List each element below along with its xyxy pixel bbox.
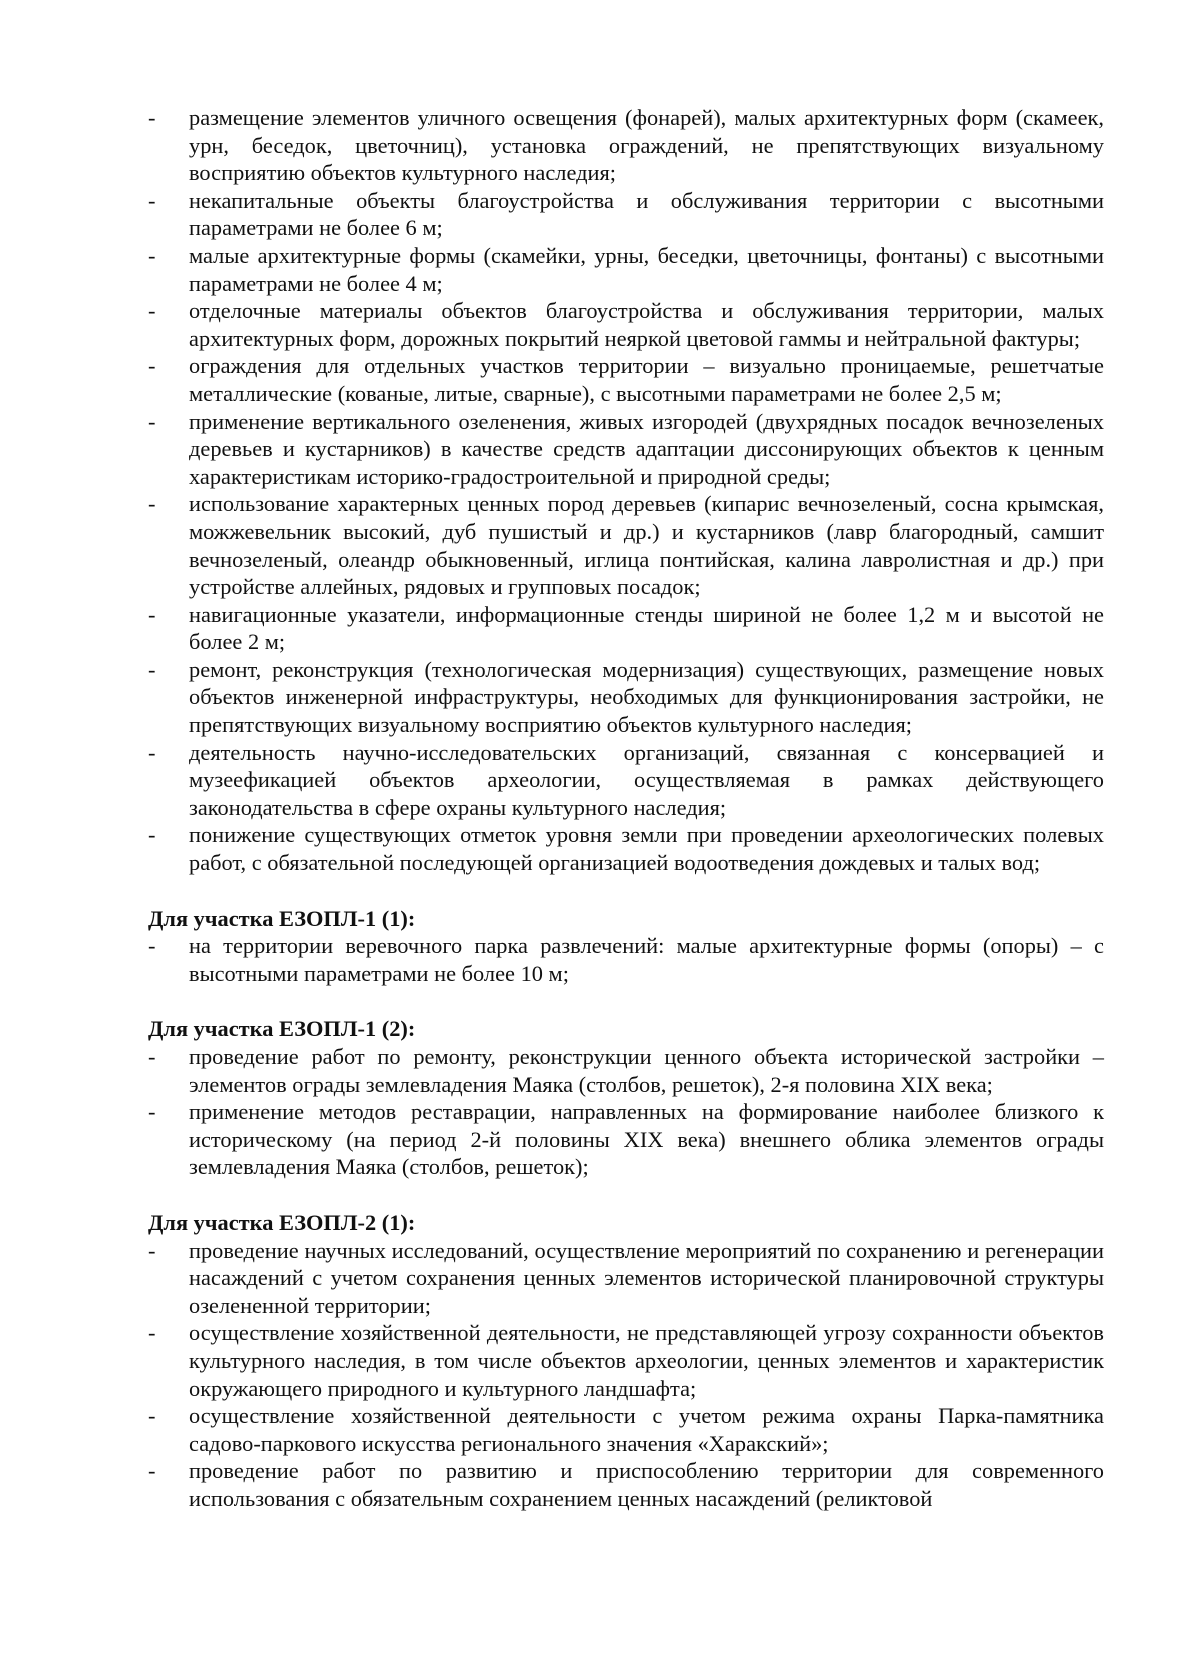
bullet-dash: - — [148, 1044, 156, 1069]
list-item — [148, 1237, 1104, 1320]
section-ezopl-2-1 — [148, 1209, 1104, 1513]
list-item-text: некапитальные объекты благоустройства и обслуживания территории с высотными параметрами не более 6 м; — [189, 187, 1104, 241]
list-item-text: отделочные материалы объектов благоустройства и обслуживания территории, малых архитектурных форм, дорожных покрытий неяркой цветовой гаммы и нейтральной фактуры; — [189, 298, 1104, 351]
list-item-text: навигационные указатели, информационные стенды шириной не более 1,2 м и высотой не более 2 м; — [189, 601, 1104, 655]
bullet-dash: - — [148, 105, 156, 130]
list-item — [148, 297, 1104, 352]
list-item-text: проведение научных исследований, осуществление мероприятий по сохранению и регенерации насаждений с учетом сохранения ценных элементов исторической планировочной структуры озелененной территории; — [189, 1237, 1104, 1318]
section-heading: Для участка ЕЗОПЛ-1 (1): — [148, 905, 416, 931]
list-item — [148, 408, 1104, 491]
list-item — [148, 656, 1104, 739]
list-item — [148, 490, 1104, 600]
bullet-dash: - — [148, 1458, 156, 1484]
list-item — [148, 187, 1104, 242]
list-item-text: применение вертикального озеленения, живых изгородей (двухрядных посадок вечнозеленых деревьев и кустарников) в качестве средств адаптации диссонирующих объектов к ценным характеристикам историко-градостроительной и природной среды; — [189, 408, 1104, 489]
list-item-text: использование характерных ценных пород деревьев (кипарис вечнозеленый, сосна крымская, можжевельник высокий, дуб пушистый и др.) и кустарников (лавр благородный, самшит вечнозеленый, олеандр обыкновенный, иглица понтийская, калина лавролистная и др.) при устройстве аллейных, рядовых и групповых посадок; — [189, 491, 1104, 600]
bullet-dash: - — [148, 242, 156, 268]
section-list — [148, 1043, 1104, 1181]
bullet-dash: - — [148, 408, 156, 434]
list-item — [148, 352, 1104, 407]
list-item — [148, 1457, 1104, 1512]
bullet-dash: - — [148, 353, 156, 379]
bullet-dash: - — [148, 822, 156, 848]
list-item-text: ремонт, реконструкция (технологическая модернизация) существующих, размещение новых объектов инженерной инфраструктуры, необходимых для функционирования застройки, не препятствующих визуальному восприятию объектов культурного наследия; — [189, 656, 1104, 738]
list-item — [148, 821, 1104, 876]
list-item-text: деятельность научно-исследовательских организаций, связанная с консервацией и музеефикацией объектов археологии, осуществляемая в рамках действующего законодательства в сфере охраны культурного наследия; — [189, 739, 1104, 820]
bullet-dash: - — [148, 739, 156, 765]
bullet-dash: - — [148, 656, 156, 682]
list-item-text: применение методов реставрации, направленных на формирование наиболее близкого к историческому (на период 2-й половины XIX века) внешнего облика элементов ограды землевладения Маяка (столбов, решеток); — [189, 1099, 1104, 1180]
section-list — [148, 1237, 1104, 1513]
list-item — [148, 1319, 1104, 1402]
list-item-text: ограждения для отдельных участков территории – визуально проницаемые, решетчатые металлические (кованые, литые, сварные), с высотными параметрами не более 2,5 м; — [189, 353, 1104, 406]
bullet-dash: - — [148, 1237, 156, 1263]
bullet-dash: - — [148, 491, 156, 517]
list-item-text: осуществление хозяйственной деятельности, не представляющей угрозу сохранности объектов культурного наследия, в том числе объектов археологии, ценных элементов и характеристик окружающего природного и культурного ландшафта; — [189, 1320, 1104, 1401]
bullet-dash: - — [148, 1320, 156, 1346]
general-list — [148, 104, 1104, 877]
section-ezopl-1-2 — [148, 1015, 1104, 1181]
list-item — [148, 1402, 1104, 1457]
list-item — [148, 1098, 1104, 1181]
list-item-text: проведение работ по развитию и приспособлению территории для современного использования с обязательным сохранением ценных насаждений (реликтовой — [189, 1458, 1104, 1511]
list-item — [148, 932, 1104, 987]
list-item — [148, 601, 1104, 656]
bullet-dash: - — [148, 1403, 156, 1429]
list-item — [148, 1043, 1104, 1098]
list-item-text: понижение существующих отметок уровня земли при проведении археологических полевых работ, с обязательной последующей организацией водоотведения дождевых и талых вод; — [189, 822, 1104, 876]
bullet-dash: - — [148, 298, 156, 324]
section-heading: Для участка ЕЗОПЛ-2 (1): — [148, 1209, 416, 1235]
list-item — [148, 739, 1104, 822]
section-list — [148, 932, 1104, 987]
list-item — [148, 104, 1104, 187]
list-item-text: размещение элементов уличного освещения (фонарей), малых архитектурных форм (скамеек, урн, беседок, цветочниц), установка ограждений, не препятствующих визуальному восприятию объектов культурного наследия; — [189, 105, 1104, 186]
list-item — [148, 242, 1104, 297]
list-item-text: малые архитектурные формы (скамейки, урны, беседки, цветочницы, фонтаны) с высотными параметрами не более 4 м; — [189, 242, 1104, 296]
bullet-dash: - — [148, 1099, 156, 1125]
bullet-dash: - — [148, 933, 156, 959]
section-heading: Для участка ЕЗОПЛ-1 (2): — [148, 1016, 416, 1042]
bullet-dash: - — [148, 187, 156, 213]
section-ezopl-1-1 — [148, 905, 1104, 988]
list-item-text: проведение работ по ремонту, реконструкции ценного объекта исторической застройки – элементов ограды землевладения Маяка (столбов, решеток), 2-я половина XIX века; — [189, 1044, 1104, 1097]
bullet-dash: - — [148, 601, 156, 627]
list-item-text: на территории веревочного парка развлечений: малые архитектурные формы (опоры) – с высотными параметрами не более 10 м; — [189, 933, 1104, 986]
list-item-text: осуществление хозяйственной деятельности с учетом режима охраны Парка-памятника садово-паркового искусства регионального значения «Харакский»; — [189, 1403, 1104, 1456]
